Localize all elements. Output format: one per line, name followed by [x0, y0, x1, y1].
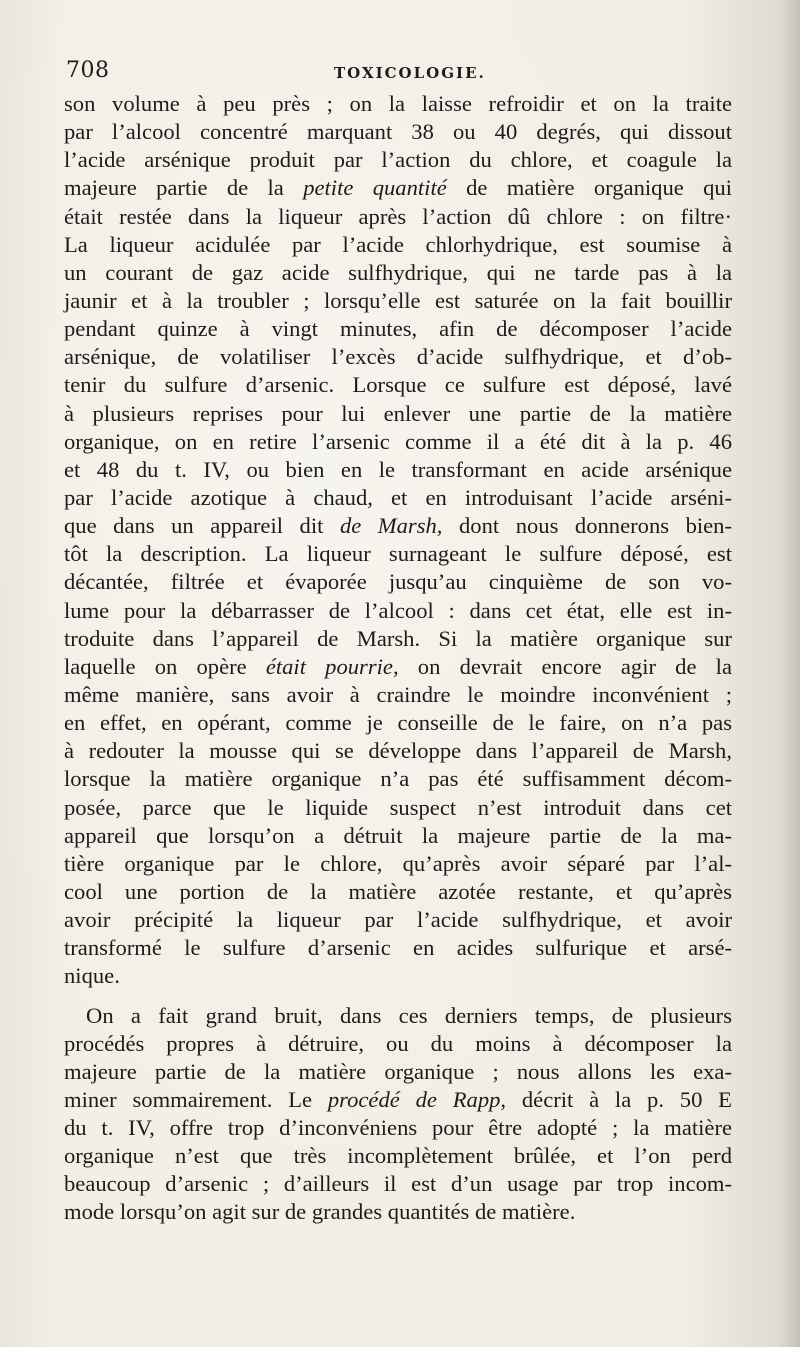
text-segment: majeure partie de la — [64, 175, 304, 201]
body-text — [64, 90, 732, 1227]
text-line: son volume à peu près ; on la laisse refroidir et on la traite — [64, 91, 732, 116]
text-line: nique. — [64, 963, 120, 989]
text-line: l’acide arsénique produit par l’action du chlore, et coagule la — [64, 147, 732, 173]
text-line: un courant de gaz acide sulfhydrique, qui ne tarde pas à la — [64, 259, 732, 285]
text-line: appareil que lorsqu’on a détruit la majeure partie de la ma- — [64, 822, 732, 848]
text-line: On a fait grand bruit, dans ces derniers temps, de plusieurs — [86, 1002, 732, 1028]
text-line: et 48 du t. IV, ou bien en le transformant en acide arsénique — [64, 456, 732, 482]
text-line: à plusieurs reprises pour lui enlever une partie de la matière — [64, 400, 732, 426]
text-line: était restée dans la liqueur après l’action dû chlore : on filtre· — [64, 203, 732, 229]
page-header — [66, 58, 730, 88]
text-line: posée, parce que le liquide suspect n’est introduit dans cet — [64, 794, 732, 820]
text-line: procédés propres à détruire, ou du moins à décomposer la — [64, 1030, 732, 1056]
text-segment: on devrait encore agir de la — [398, 653, 732, 679]
text-segment: dont nous donnerons bien- — [442, 513, 733, 539]
text-line: cool une portion de la matière azotée restante, et qu’après — [64, 878, 732, 904]
paragraph-gap — [64, 991, 732, 1002]
text-line: mode lorsqu’on agit sur de grandes quantités de matière. — [64, 1199, 576, 1225]
text-line: La liqueur acidulée par l’acide chlorhydrique, est soumise à — [64, 231, 732, 257]
text-line: avoir précipité la liqueur par l’acide sulfhydrique, et avoir — [64, 907, 732, 933]
text-line: lorsque la matière organique n’a pas été suffisamment décom- — [64, 766, 732, 792]
text-line: du t. IV, offre trop d’inconvéniens pour être adopté ; la matière — [64, 1115, 732, 1141]
text-line: troduite dans l’appareil de Marsh. Si la matière organique sur — [64, 625, 732, 651]
text-line: arsénique, de volatiliser l’excès d’acide sulfhydrique, et d’ob- — [64, 344, 732, 370]
text-segment: que dans un appareil dit — [64, 513, 340, 539]
paragraph-2 — [64, 1002, 732, 1227]
text-line — [64, 653, 732, 681]
text-segment: décrit à la p. 50 E — [506, 1086, 732, 1112]
text-line: à redouter la mousse qui se développe dans l’appareil de Marsh, — [64, 738, 732, 764]
text-line: par l’acide azotique à chaud, et en introduisant l’acide arséni- — [64, 484, 732, 510]
running-head: TOXICOLOGIE. — [334, 64, 486, 82]
text-line: pendant quinze à vingt minutes, afin de décomposer l’acide — [64, 316, 732, 342]
italic-phrase: était pourrie, — [265, 653, 399, 679]
text-line: organique, on en retire l’arsenic comme il a été dit à la p. 46 — [64, 428, 732, 454]
text-line: lume pour la débarrasser de l’alcool : dans cet état, elle est in- — [64, 597, 732, 623]
text-segment: laquelle on opère — [64, 653, 266, 679]
text-line: transformé le sulfure d’arsenic en acides sulfurique et arsé- — [64, 935, 732, 961]
text-line: majeure partie de la matière organique ; nous allons les exa- — [64, 1058, 732, 1084]
text-line: tôt la description. La liqueur surnageant le sulfure déposé, est — [64, 541, 732, 567]
italic-phrase: procédé de Rapp, — [327, 1086, 507, 1112]
text-line: par l’alcool concentré marquant 38 ou 40 degrés, qui dissout — [64, 119, 732, 145]
text-line: en effet, en opérant, comme je conseille de le faire, on n’a pas — [64, 710, 732, 736]
text-line: jaunir et à la troubler ; lorsqu’elle est saturée on la fait bouillir — [64, 287, 732, 313]
text-segment: de matière organique qui — [446, 175, 732, 201]
text-line — [64, 174, 732, 202]
page-edge-shadow — [778, 0, 800, 1347]
text-line: beaucoup d’arsenic ; d’ailleurs il est d’un usage par trop incom- — [64, 1171, 732, 1197]
text-line — [64, 1086, 732, 1114]
italic-phrase: de Marsh, — [339, 513, 443, 539]
text-line: tière organique par le chlore, qu’après avoir séparé par l’al- — [64, 850, 732, 876]
text-line — [64, 512, 732, 540]
paragraph-1 — [64, 90, 732, 991]
text-segment: miner sommairement. Le — [64, 1086, 328, 1112]
text-line: décantée, filtrée et évaporée jusqu’au cinquième de son vo- — [64, 569, 732, 595]
text-line: tenir du sulfure d’arsenic. Lorsque ce sulfure est déposé, lavé — [64, 372, 732, 398]
italic-phrase: petite quantité — [303, 175, 447, 201]
text-line: organique n’est que très incomplètement brûlée, et l’on perd — [64, 1143, 732, 1169]
page-number: 708 — [66, 58, 110, 83]
text-line: même manière, sans avoir à craindre le moindre inconvénient ; — [64, 681, 732, 707]
